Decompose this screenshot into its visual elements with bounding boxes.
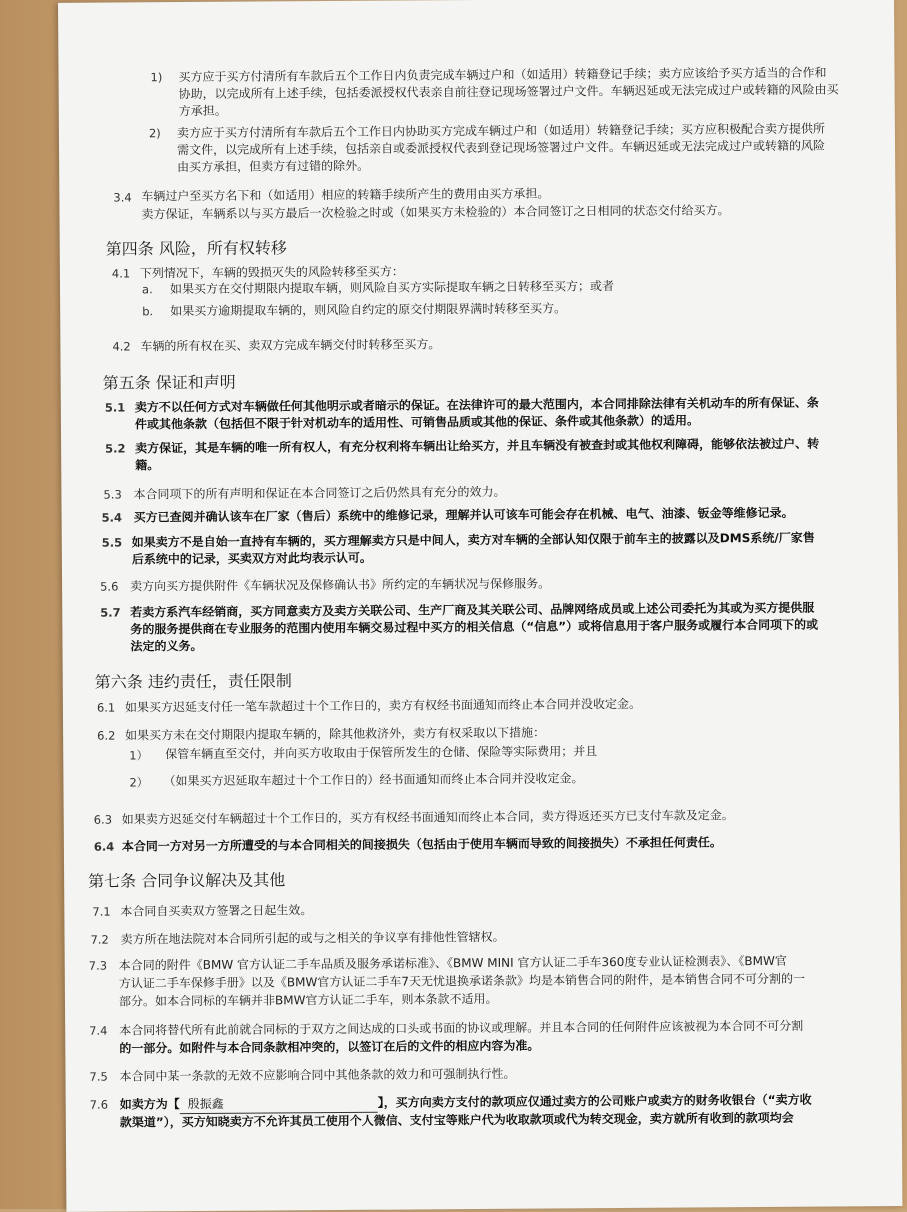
clause-number: 5.1 bbox=[104, 400, 126, 415]
clause-7-6-suffix: 】，买方向卖方支付的款项应仅通过卖方的公司账户或卖方的财务收银台（“卖方收 bbox=[377, 1092, 812, 1110]
clause-5-7-line-3: 法定的义务。 bbox=[130, 638, 203, 654]
clause-5-5-line-1: 如果卖方不是自始一直持有车辆的，买方理解卖方只是中间人，卖方对车辆的全部认知仅限于前车主的披露以及DMS系统/厂家售 bbox=[131, 530, 815, 550]
article-4-heading: 第四条 风险，所有权转移 bbox=[105, 238, 287, 259]
item-number: a. bbox=[141, 282, 153, 297]
clause-3-3-item-1-line-1: 买方应于买方付清所有车款后五个工作日内负责完成车辆过户和（如适用）转籍登记手续；卖方应该给予买方适当的合作和 bbox=[178, 65, 827, 85]
clause-7-6-prefix: 如卖方为【 bbox=[119, 1097, 180, 1112]
article-5-heading: 第五条 保证和声明 bbox=[102, 372, 236, 393]
clause-4-1-a: 如果买方在交付期限内提取车辆，则风险自买方实际提取车辆之日转移至买方；或者 bbox=[169, 279, 615, 297]
clause-7-3-line-1: 本合同的附件《BMW 官方认证二手车品质及服务承诺标准》、《BMW MINI 官方认证二手车360度专业认证检测表》、《BMW官 bbox=[118, 953, 787, 973]
clause-number: 7.2 bbox=[90, 932, 109, 947]
clause-7-2: 卖方所在地法院对本合同所引起的或与之相关的争议享有排他性管辖权。 bbox=[120, 929, 505, 947]
clause-5-2-line-1: 卖方保证，其是车辆的唯一所有权人，有充分权利将车辆出让给买方，并且车辆没有被查封或其他权利障碍，能够依法被过户、转 bbox=[135, 436, 820, 456]
clause-5-4: 买方已查阅并确认该车在厂家（售后）系统中的维修记录，理解并认可该车可能会存在机械、电气、油漆、钣金等维修记录。 bbox=[133, 505, 794, 525]
article-7-heading: 第七条 合同争议解决及其他 bbox=[88, 870, 286, 891]
seller-name-field: 殷振鑫 bbox=[180, 1094, 378, 1114]
clause-number: 6.2 bbox=[97, 728, 116, 743]
clause-7-4-line-2: 的一部分。如附件与本合同条款相冲突的，以签订在后的文件的相应内容为准。 bbox=[119, 1038, 540, 1056]
clause-5-6: 卖方向买方提供附件《车辆状况及保修确认书》所约定的车辆状况与保修服务。 bbox=[130, 576, 551, 594]
clause-7-6-line-2: 款渠道”），买方知晓卖方不允许其员工使用个人微信、支付宝等账户代为收取款项或代为转交现金，卖方就所有收到的款项均会 bbox=[119, 1110, 794, 1130]
clause-6-3: 如果卖方迟延交付车辆超过十个工作日的，买方有权经书面通知而终止本合同，卖方得返还买方已支付车款及定金。 bbox=[121, 808, 734, 827]
clause-3-3-item-1-line-3: 方承担。 bbox=[178, 103, 227, 119]
clause-5-2-line-2: 籍。 bbox=[135, 458, 160, 473]
clause-number: 5.2 bbox=[105, 441, 126, 456]
clause-6-2-1: 保管车辆直至交付，并向买方收取由于保管所发生的仓储、保险等实际费用；并且 bbox=[165, 744, 598, 762]
clause-5-5-line-2: 后系统中的记录，买卖双方对此均表示认可。 bbox=[131, 550, 372, 567]
clause-3-3-item-2-line-3: 由买方承担，但卖方有过错的除外。 bbox=[177, 158, 370, 175]
clause-5-3: 本合同项下的所有声明和保证在本合同签订之后仍然具有充分的效力。 bbox=[133, 484, 506, 502]
clause-number: 7.4 bbox=[89, 1023, 108, 1038]
clause-number: 4.1 bbox=[111, 266, 131, 281]
item-number: 1) bbox=[150, 70, 163, 85]
clause-7-5: 本合同中某一条款的无效不应影响合同中其他条款的效力和可强制执行性。 bbox=[119, 1066, 516, 1084]
clause-3-4-line-1: 车辆过户至买方名下和（如适用）相应的转籍手续所产生的费用由买方承担。 bbox=[141, 186, 550, 204]
article-6-heading: 第六条 违约责任，责任限制 bbox=[94, 671, 292, 692]
clause-number: 6.1 bbox=[96, 700, 116, 715]
clause-6-2-2: （如果买方迟延取车超过十个工作日的）经书面通知而终止本合同并没收定金。 bbox=[163, 771, 584, 789]
clause-number: 7.5 bbox=[89, 1069, 108, 1084]
item-number: 2) bbox=[148, 126, 161, 141]
clause-number: 5.5 bbox=[101, 535, 123, 550]
clause-number: 6.4 bbox=[93, 839, 115, 854]
clause-7-1: 本合同自买卖双方签署之日起生效。 bbox=[120, 903, 313, 919]
contract-page bbox=[58, 0, 902, 1212]
clause-3-3-item-2-line-2: 需文件，以完成所有上述手续，包括亲自或委派授权代表到登记现场签署过户文件。车辆迟延或无法完成过户或转籍的风险 bbox=[176, 138, 826, 158]
clause-7-3-line-2: 方认证二手车保修手册》以及《BMW官方认证二手车7天无忧退换承诺条款》均是本销售合同的附件，是本销售合同不可分割的一 bbox=[118, 971, 805, 991]
clause-7-3-line-3: 部分。如本合同标的车辆并非BMW官方认证二手车，则本条款不适用。 bbox=[118, 991, 498, 1009]
clause-number: 5.4 bbox=[101, 510, 123, 525]
clause-number: 7.3 bbox=[88, 958, 108, 973]
clause-3-3-item-2-line-1: 卖方应于买方付清所有车款后五个工作日内协助买方完成车辆过户和（如适用）转籍登记手续；买方应积极配合卖方提供所 bbox=[176, 121, 825, 141]
clause-5-7-line-2: 务的服务提供商在专业服务的范围内使用车辆交易过程中买方的相关信息（“信息”）或将信息用于客户服务或履行本合同项下的或 bbox=[130, 617, 819, 637]
clause-number: 4.2 bbox=[112, 339, 131, 354]
clause-5-1-line-2: 件或其他条款（包括但不限于针对机动车的适用性、可销售品质或其他的保证、条件或其他条款）的适用。 bbox=[134, 413, 700, 432]
clause-5-7-line-1: 若卖方系汽车经销商，买方同意卖方及卖方关联公司、生产厂商及其关联公司、品牌网络成员或上述公司委托为其或为买方提供服 bbox=[130, 600, 815, 620]
clause-number: 6.3 bbox=[93, 812, 113, 827]
clause-number: 3.4 bbox=[113, 190, 132, 205]
clause-6-1: 如果买方迟延支付任一笔车款超过十个工作日的，卖方有权经书面通知而终止本合同并没收定金。 bbox=[124, 696, 641, 715]
clause-number: 7.1 bbox=[92, 904, 111, 919]
clause-number: 5.3 bbox=[103, 487, 122, 502]
clause-5-1-line-1: 卖方不以任何方式对车辆做任何其他明示或者暗示的保证。在法律许可的最大范围内，本合同排除法律有关机动车的所有保证、条 bbox=[134, 395, 819, 415]
clause-4-1-b: 如果买方逾期提取车辆的，则风险自约定的原交付期限界满时转移至买方。 bbox=[170, 301, 567, 319]
clause-number: 7.6 bbox=[89, 1097, 109, 1112]
item-number: b. bbox=[142, 304, 154, 319]
clause-number: 5.7 bbox=[100, 605, 121, 620]
clause-7-4-line-1: 本合同将替代所有此前就合同标的于双方之间达成的口头或书面的协议或理解。并且本合同的任何附件应该被视为本合同不可分割 bbox=[119, 1018, 804, 1038]
clause-6-2: 如果买方未在交付期限内提取车辆的，除其他救济外，卖方有权采取以下措施： bbox=[125, 725, 546, 743]
clause-6-4: 本合同一方对另一方所遭受的与本合同相关的间接损失（包括由于使用车辆而导致的间接损失）不承担任何责任。 bbox=[121, 835, 722, 854]
item-number: 2） bbox=[129, 775, 149, 790]
clause-3-3-item-1-line-2: 协助，以完成所有上述手续，包括委派授权代表亲自前往登记现场签署过户文件。车辆迟延或无法完成过户或转籍的风险由买 bbox=[178, 82, 839, 102]
item-number: 1） bbox=[129, 748, 149, 763]
clause-3-4-line-2: 卖方保证，车辆系以与买方最后一次检验之时或（如果买方未检验的）本合同签订之日相同的状态交付给买方。 bbox=[141, 203, 730, 222]
clause-number: 5.6 bbox=[100, 579, 119, 594]
clause-4-2: 车辆的所有权在买、卖双方完成车辆交付时转移至买方。 bbox=[140, 337, 441, 354]
clause-4-1: 下列情况下，车辆的毁损灭失的风险转移至买方： bbox=[139, 264, 404, 281]
